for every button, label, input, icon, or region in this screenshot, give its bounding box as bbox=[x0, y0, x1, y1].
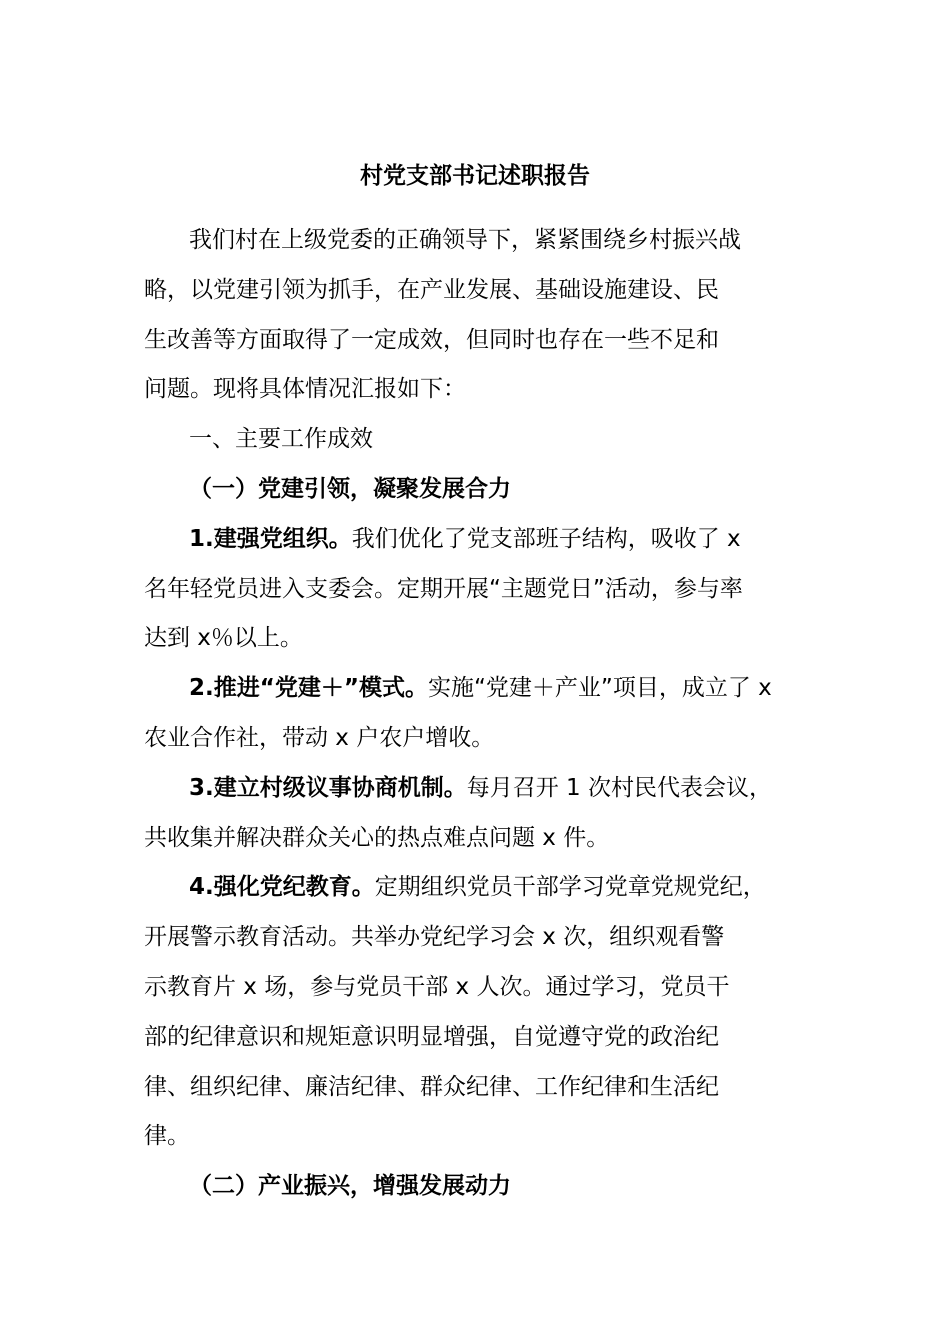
document-title: 村党支部书记述职报告 bbox=[360, 163, 590, 189]
section-heading-1: 一、主要工作成效 bbox=[189, 426, 373, 453]
item-line: 示教育片 x 场，参与党员干部 x 人次。通过学习，党员干 bbox=[144, 973, 730, 1000]
item-lead-3: 3.建立村级议事协商机制。 bbox=[189, 774, 467, 801]
subsection-heading-2: （二）产业振兴，增强发展动力 bbox=[189, 1173, 511, 1200]
item-line: 达到 x％以上。 bbox=[144, 625, 303, 652]
item-paragraph-3 bbox=[144, 764, 834, 864]
item-paragraph-2 bbox=[144, 664, 834, 764]
item-line: 名年轻党员进入支委会。定期开展“主题党日”活动，参与率 bbox=[144, 575, 743, 602]
intro-line: 生改善等方面取得了一定成效，但同时也存在一些不足和 bbox=[144, 326, 719, 353]
item-line: 律。 bbox=[144, 1123, 190, 1150]
item-line: 我们优化了党支部班子结构，吸收了 x bbox=[351, 525, 741, 552]
item-line: 部的纪律意识和规矩意识明显增强，自觉遵守党的政治纪 bbox=[144, 1023, 719, 1050]
item-lead-2: 2.推进“党建＋”模式。 bbox=[189, 675, 428, 702]
subsection-heading-1: （一）党建引领，凝聚发展合力 bbox=[189, 475, 511, 502]
item-paragraph-4 bbox=[144, 863, 834, 1162]
document-body bbox=[144, 216, 834, 1212]
item-lead-4: 4.强化党纪教育。 bbox=[189, 874, 375, 901]
intro-line: 我们村在上级党委的正确领导下，紧紧围绕乡村振兴战 bbox=[189, 227, 741, 253]
item-line: 定期组织党员干部学习党章党规党纪， bbox=[374, 874, 766, 901]
item-line: 农业合作社，带动 x 户农户增收。 bbox=[144, 724, 495, 751]
item-line: 共收集并解决群众关心的热点难点问题 x 件。 bbox=[144, 824, 610, 851]
intro-line: 问题。现将具体情况汇报如下： bbox=[144, 376, 466, 403]
intro-line: 略，以党建引领为抓手，在产业发展、基础设施建设、民 bbox=[144, 276, 719, 303]
item-lead-1: 1.建强党组织。 bbox=[189, 525, 352, 552]
item-paragraph-1 bbox=[144, 515, 834, 664]
intro-paragraph bbox=[144, 216, 834, 415]
item-line: 实施“党建＋产业”项目，成立了 x bbox=[427, 675, 772, 702]
item-line: 每月召开 1 次村民代表会议， bbox=[466, 774, 773, 801]
item-line: 律、组织纪律、廉洁纪律、群众纪律、工作纪律和生活纪 bbox=[144, 1073, 719, 1100]
item-line: 开展警示教育活动。共举办党纪学习会 x 次，组织观看警 bbox=[144, 924, 725, 951]
